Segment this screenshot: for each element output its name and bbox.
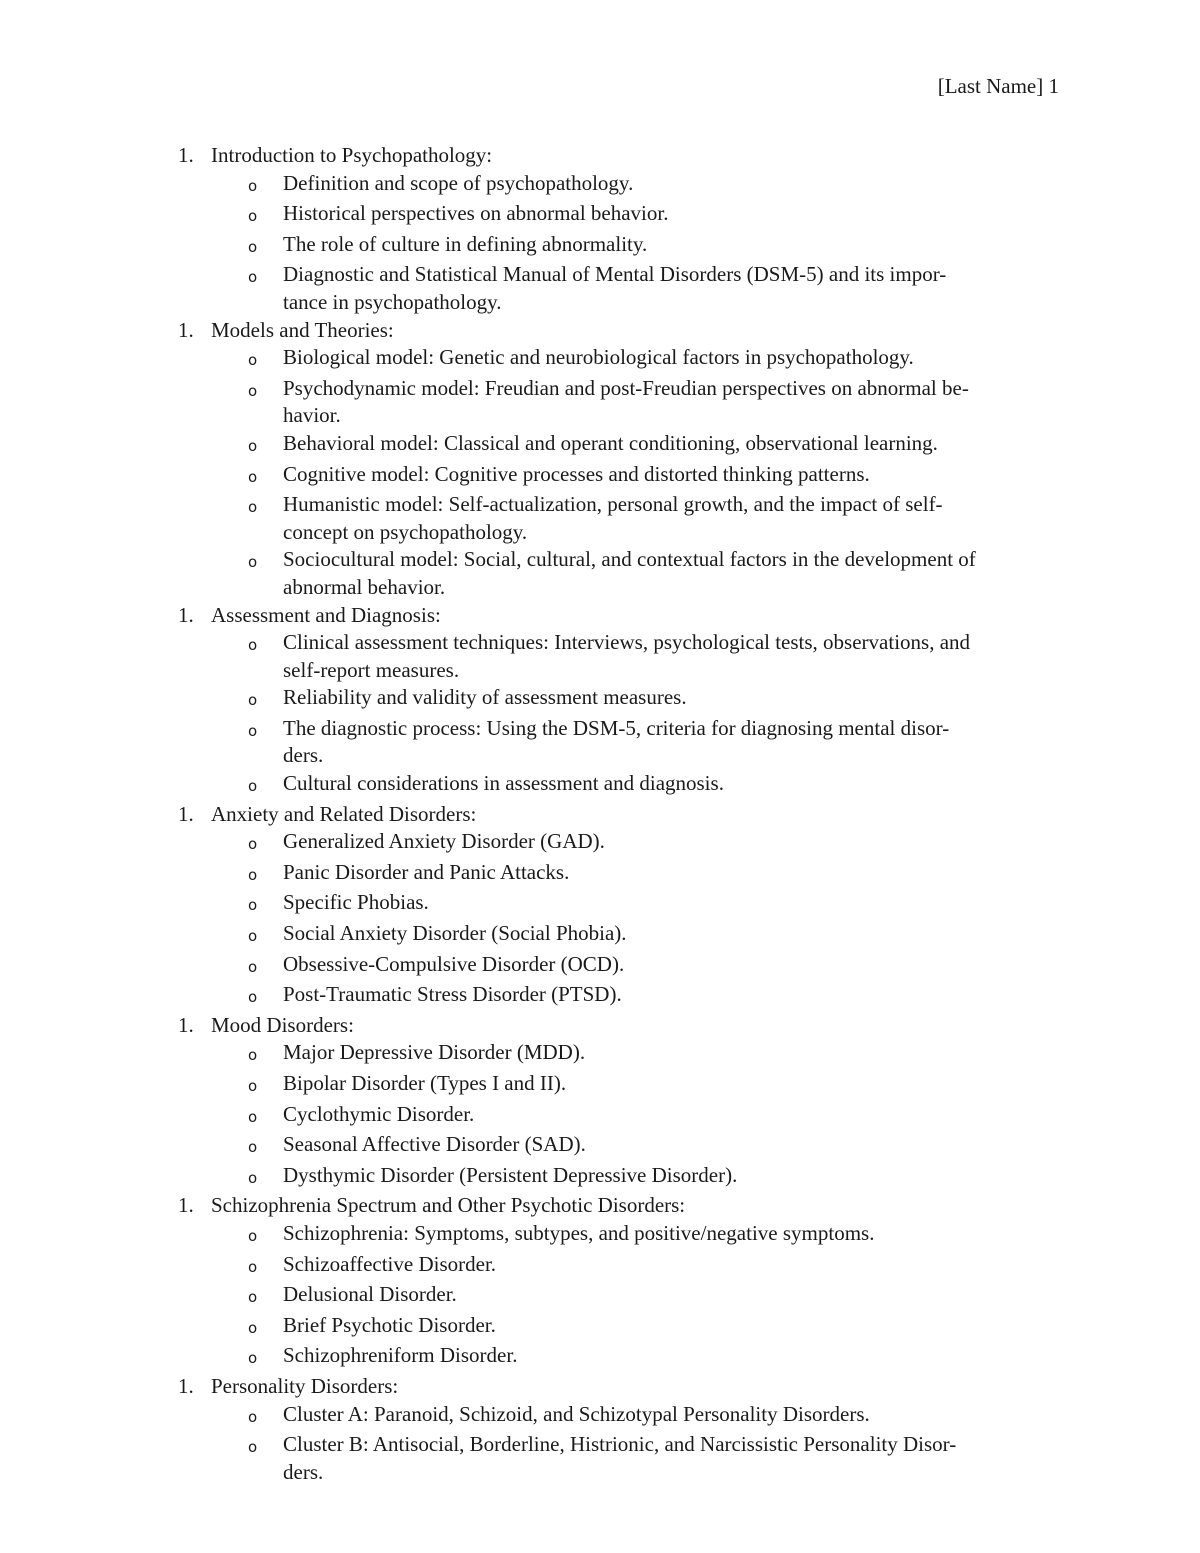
section-number: 1. <box>178 1373 194 1398</box>
list-item-text <box>283 629 1063 684</box>
bullet-icon: o <box>248 498 258 517</box>
list-item-text <box>283 1281 1063 1312</box>
section-title: Schizophrenia Spectrum and Other Psychotic Disorders: <box>211 1193 686 1218</box>
list-item <box>0 1070 1200 1101</box>
outline-section <box>0 1012 1200 1193</box>
section-item-list <box>0 1220 1200 1373</box>
list-item-line: Behavioral model: Classical and operant conditioning, observational learning. <box>283 430 938 455</box>
list-item-line: Cyclothymic Disorder. <box>283 1101 475 1126</box>
list-item-line: Post-Traumatic Stress Disorder (PTSD). <box>283 982 622 1007</box>
bullet-icon: o <box>248 381 258 400</box>
bullet-icon: o <box>248 1349 258 1368</box>
section-item-list <box>0 344 1200 601</box>
bullet-icon: o <box>248 1318 258 1337</box>
list-item-line: Clinical assessment techniques: Interviews, psychological tests, observations, and <box>283 630 971 655</box>
list-item-line: Obsessive-Compulsive Disorder (OCD). <box>283 951 625 976</box>
bullet-icon: o <box>248 957 258 976</box>
bullet-icon: o <box>248 1046 258 1065</box>
list-item <box>0 859 1200 890</box>
list-item <box>0 1039 1200 1070</box>
list-item <box>0 951 1200 982</box>
bullet-icon: o <box>248 1226 258 1245</box>
list-item-text <box>283 1070 1063 1101</box>
bullet-icon: o <box>248 1107 258 1126</box>
outline-section <box>0 1373 1200 1486</box>
list-item <box>0 170 1200 201</box>
list-item <box>0 1251 1200 1282</box>
section-title: Mood Disorders: <box>211 1012 354 1037</box>
bullet-icon: o <box>248 553 258 572</box>
list-item-line: havior. <box>283 403 341 428</box>
list-item-text <box>283 920 1063 951</box>
list-item-line: Humanistic model: Self-actualization, personal growth, and the impact of self- <box>283 492 943 517</box>
outline-section <box>0 1192 1200 1373</box>
bullet-icon: o <box>248 896 258 915</box>
outline-section <box>0 317 1200 602</box>
section-heading <box>0 1373 1200 1401</box>
section-number: 1. <box>178 1012 194 1037</box>
list-item <box>0 1162 1200 1193</box>
list-item <box>0 828 1200 859</box>
list-item <box>0 889 1200 920</box>
list-item <box>0 375 1200 430</box>
bullet-icon: o <box>248 777 258 796</box>
list-item-line: abnormal behavior. <box>283 574 446 599</box>
section-title: Models and Theories: <box>211 317 394 342</box>
section-heading <box>0 142 1200 170</box>
list-item <box>0 1131 1200 1162</box>
bullet-icon: o <box>248 1077 258 1095</box>
bullet-icon: o <box>248 865 258 884</box>
section-title: Anxiety and Related Disorders: <box>211 801 477 826</box>
list-item-text <box>283 1431 1063 1486</box>
list-item-text <box>283 170 1063 201</box>
list-item-line: ders. <box>283 1459 324 1484</box>
list-item-text <box>283 981 1063 1012</box>
bullet-icon: o <box>248 268 258 287</box>
list-item <box>0 715 1200 770</box>
list-item-text <box>283 1039 1063 1070</box>
list-item-line: Seasonal Affective Disorder (SAD). <box>283 1132 586 1157</box>
list-item <box>0 920 1200 951</box>
list-item <box>0 430 1200 461</box>
list-item-line: self-report measures. <box>283 657 460 682</box>
section-number: 1. <box>178 602 194 627</box>
list-item <box>0 231 1200 262</box>
bullet-icon: o <box>248 1407 258 1426</box>
list-item <box>0 1401 1200 1432</box>
section-number: 1. <box>178 801 194 826</box>
list-item-text <box>283 546 1063 601</box>
topic-outline <box>0 142 1200 1486</box>
list-item-line: Major Depressive Disorder (MDD). <box>283 1040 586 1065</box>
list-item-line: Brief Psychotic Disorder. <box>283 1312 496 1337</box>
list-item-line: Generalized Anxiety Disorder (GAD). <box>283 829 605 854</box>
list-item-line: Schizoaffective Disorder. <box>283 1251 497 1276</box>
page-header: [Last Name] 1 <box>937 74 1059 98</box>
list-item-text <box>283 770 1063 801</box>
section-heading <box>0 1012 1200 1040</box>
section-title: Introduction to Psychopathology: <box>211 143 493 167</box>
outline-section <box>0 142 1200 317</box>
list-item-text <box>283 1101 1063 1132</box>
bullet-icon: o <box>248 1438 258 1457</box>
bullet-icon: o <box>248 207 258 226</box>
bullet-icon: o <box>248 237 258 256</box>
list-item-line: Biological model: Genetic and neurobiological factors in psychopathology. <box>283 345 914 370</box>
list-item-text <box>283 200 1063 231</box>
section-item-list <box>0 1039 1200 1192</box>
list-item-text <box>283 430 1063 461</box>
list-item <box>0 770 1200 801</box>
list-item-line: Historical perspectives on abnormal behavior. <box>283 201 669 226</box>
section-number: 1. <box>178 317 194 342</box>
list-item-line: tance in psychopathology. <box>283 289 502 314</box>
list-item-text <box>283 491 1063 546</box>
bullet-icon: o <box>248 436 258 455</box>
list-item <box>0 1220 1200 1251</box>
list-item-line: Schizophreniform Disorder. <box>283 1343 518 1368</box>
list-item-text <box>283 344 1063 375</box>
list-item-text <box>283 828 1063 859</box>
section-number: 1. <box>178 143 194 167</box>
list-item-line: Delusional Disorder. <box>283 1282 457 1307</box>
list-item-line: Cluster A: Paranoid, Schizoid, and Schizotypal Personality Disorders. <box>283 1401 870 1426</box>
list-item-line: Cultural considerations in assessment and diagnosis. <box>283 771 724 796</box>
list-item-line: Panic Disorder and Panic Attacks. <box>283 859 570 884</box>
list-item-line: Specific Phobias. <box>283 890 429 915</box>
list-item-text <box>283 461 1063 492</box>
list-item <box>0 461 1200 492</box>
list-item-line: ders. <box>283 743 324 768</box>
list-item <box>0 684 1200 715</box>
list-item-text <box>283 375 1063 430</box>
section-item-list <box>0 170 1200 317</box>
list-item-line: Reliability and validity of assessment measures. <box>283 685 687 710</box>
list-item-line: Definition and scope of psychopathology. <box>283 170 634 195</box>
list-item-line: Diagnostic and Statistical Manual of Mental Disorders (DSM-5) and its impor- <box>283 262 947 287</box>
section-title: Personality Disorders: <box>211 1373 399 1398</box>
list-item-line: The role of culture in defining abnormality. <box>283 231 648 256</box>
list-item <box>0 261 1200 316</box>
bullet-icon: o <box>248 636 258 655</box>
list-item-text <box>283 1131 1063 1162</box>
list-item <box>0 344 1200 375</box>
bullet-icon: o <box>248 927 258 946</box>
section-heading <box>0 602 1200 630</box>
bullet-icon: o <box>248 176 258 195</box>
list-item <box>0 1281 1200 1312</box>
section-heading <box>0 1192 1200 1220</box>
bullet-icon: o <box>248 1288 258 1307</box>
list-item-text <box>283 1220 1063 1251</box>
bullet-icon: o <box>248 691 258 710</box>
list-item-text <box>283 889 1063 920</box>
list-item-text <box>283 715 1063 770</box>
list-item-text <box>283 951 1063 982</box>
list-item <box>0 1101 1200 1132</box>
list-item-line: Bipolar Disorder (Types I and II). <box>283 1071 567 1095</box>
outline-section <box>0 602 1200 801</box>
list-item-text <box>283 1312 1063 1343</box>
list-item <box>0 981 1200 1012</box>
bullet-icon: o <box>248 467 258 486</box>
list-item-line: Cognitive model: Cognitive processes and distorted thinking patterns. <box>283 461 870 486</box>
bullet-icon: o <box>248 1257 258 1276</box>
list-item-line: Social Anxiety Disorder (Social Phobia). <box>283 921 627 946</box>
bullet-icon: o <box>248 351 258 370</box>
section-heading <box>0 317 1200 345</box>
list-item <box>0 1431 1200 1486</box>
list-item-text <box>283 859 1063 890</box>
bullet-icon: o <box>248 721 258 740</box>
list-item-text <box>283 1342 1063 1373</box>
bullet-icon: o <box>248 835 258 854</box>
list-item <box>0 1312 1200 1343</box>
list-item-text <box>283 231 1063 262</box>
bullet-icon: o <box>248 1168 258 1187</box>
list-item <box>0 629 1200 684</box>
list-item-text <box>283 261 1063 316</box>
section-title: Assessment and Diagnosis: <box>211 602 441 627</box>
section-item-list <box>0 1401 1200 1487</box>
section-number: 1. <box>178 1193 194 1218</box>
list-item-text <box>283 1162 1063 1193</box>
section-item-list <box>0 828 1200 1012</box>
section-heading <box>0 801 1200 829</box>
list-item-text <box>283 684 1063 715</box>
list-item <box>0 200 1200 231</box>
list-item-line: Schizophrenia: Symptoms, subtypes, and positive/negative symptoms. <box>283 1220 875 1245</box>
list-item-text <box>283 1251 1063 1282</box>
list-item-line: Psychodynamic model: Freudian and post-Freudian perspectives on abnormal be- <box>283 375 969 400</box>
list-item-line: Sociocultural model: Social, cultural, and contextual factors in the development of <box>283 547 976 572</box>
section-item-list <box>0 629 1200 801</box>
list-item-text <box>283 1401 1063 1432</box>
list-item-line: Dysthymic Disorder (Persistent Depressive Disorder). <box>283 1162 738 1187</box>
list-item-line: The diagnostic process: Using the DSM-5, criteria for diagnosing mental disor- <box>283 715 950 740</box>
list-item-line: concept on psychopathology. <box>283 519 528 544</box>
list-item <box>0 546 1200 601</box>
bullet-icon: o <box>248 1138 258 1157</box>
bullet-icon: o <box>248 988 258 1007</box>
list-item <box>0 1342 1200 1373</box>
outline-section <box>0 801 1200 1012</box>
list-item-line: Cluster B: Antisocial, Borderline, Histrionic, and Narcissistic Personality Disor- <box>283 1432 957 1457</box>
list-item <box>0 491 1200 546</box>
